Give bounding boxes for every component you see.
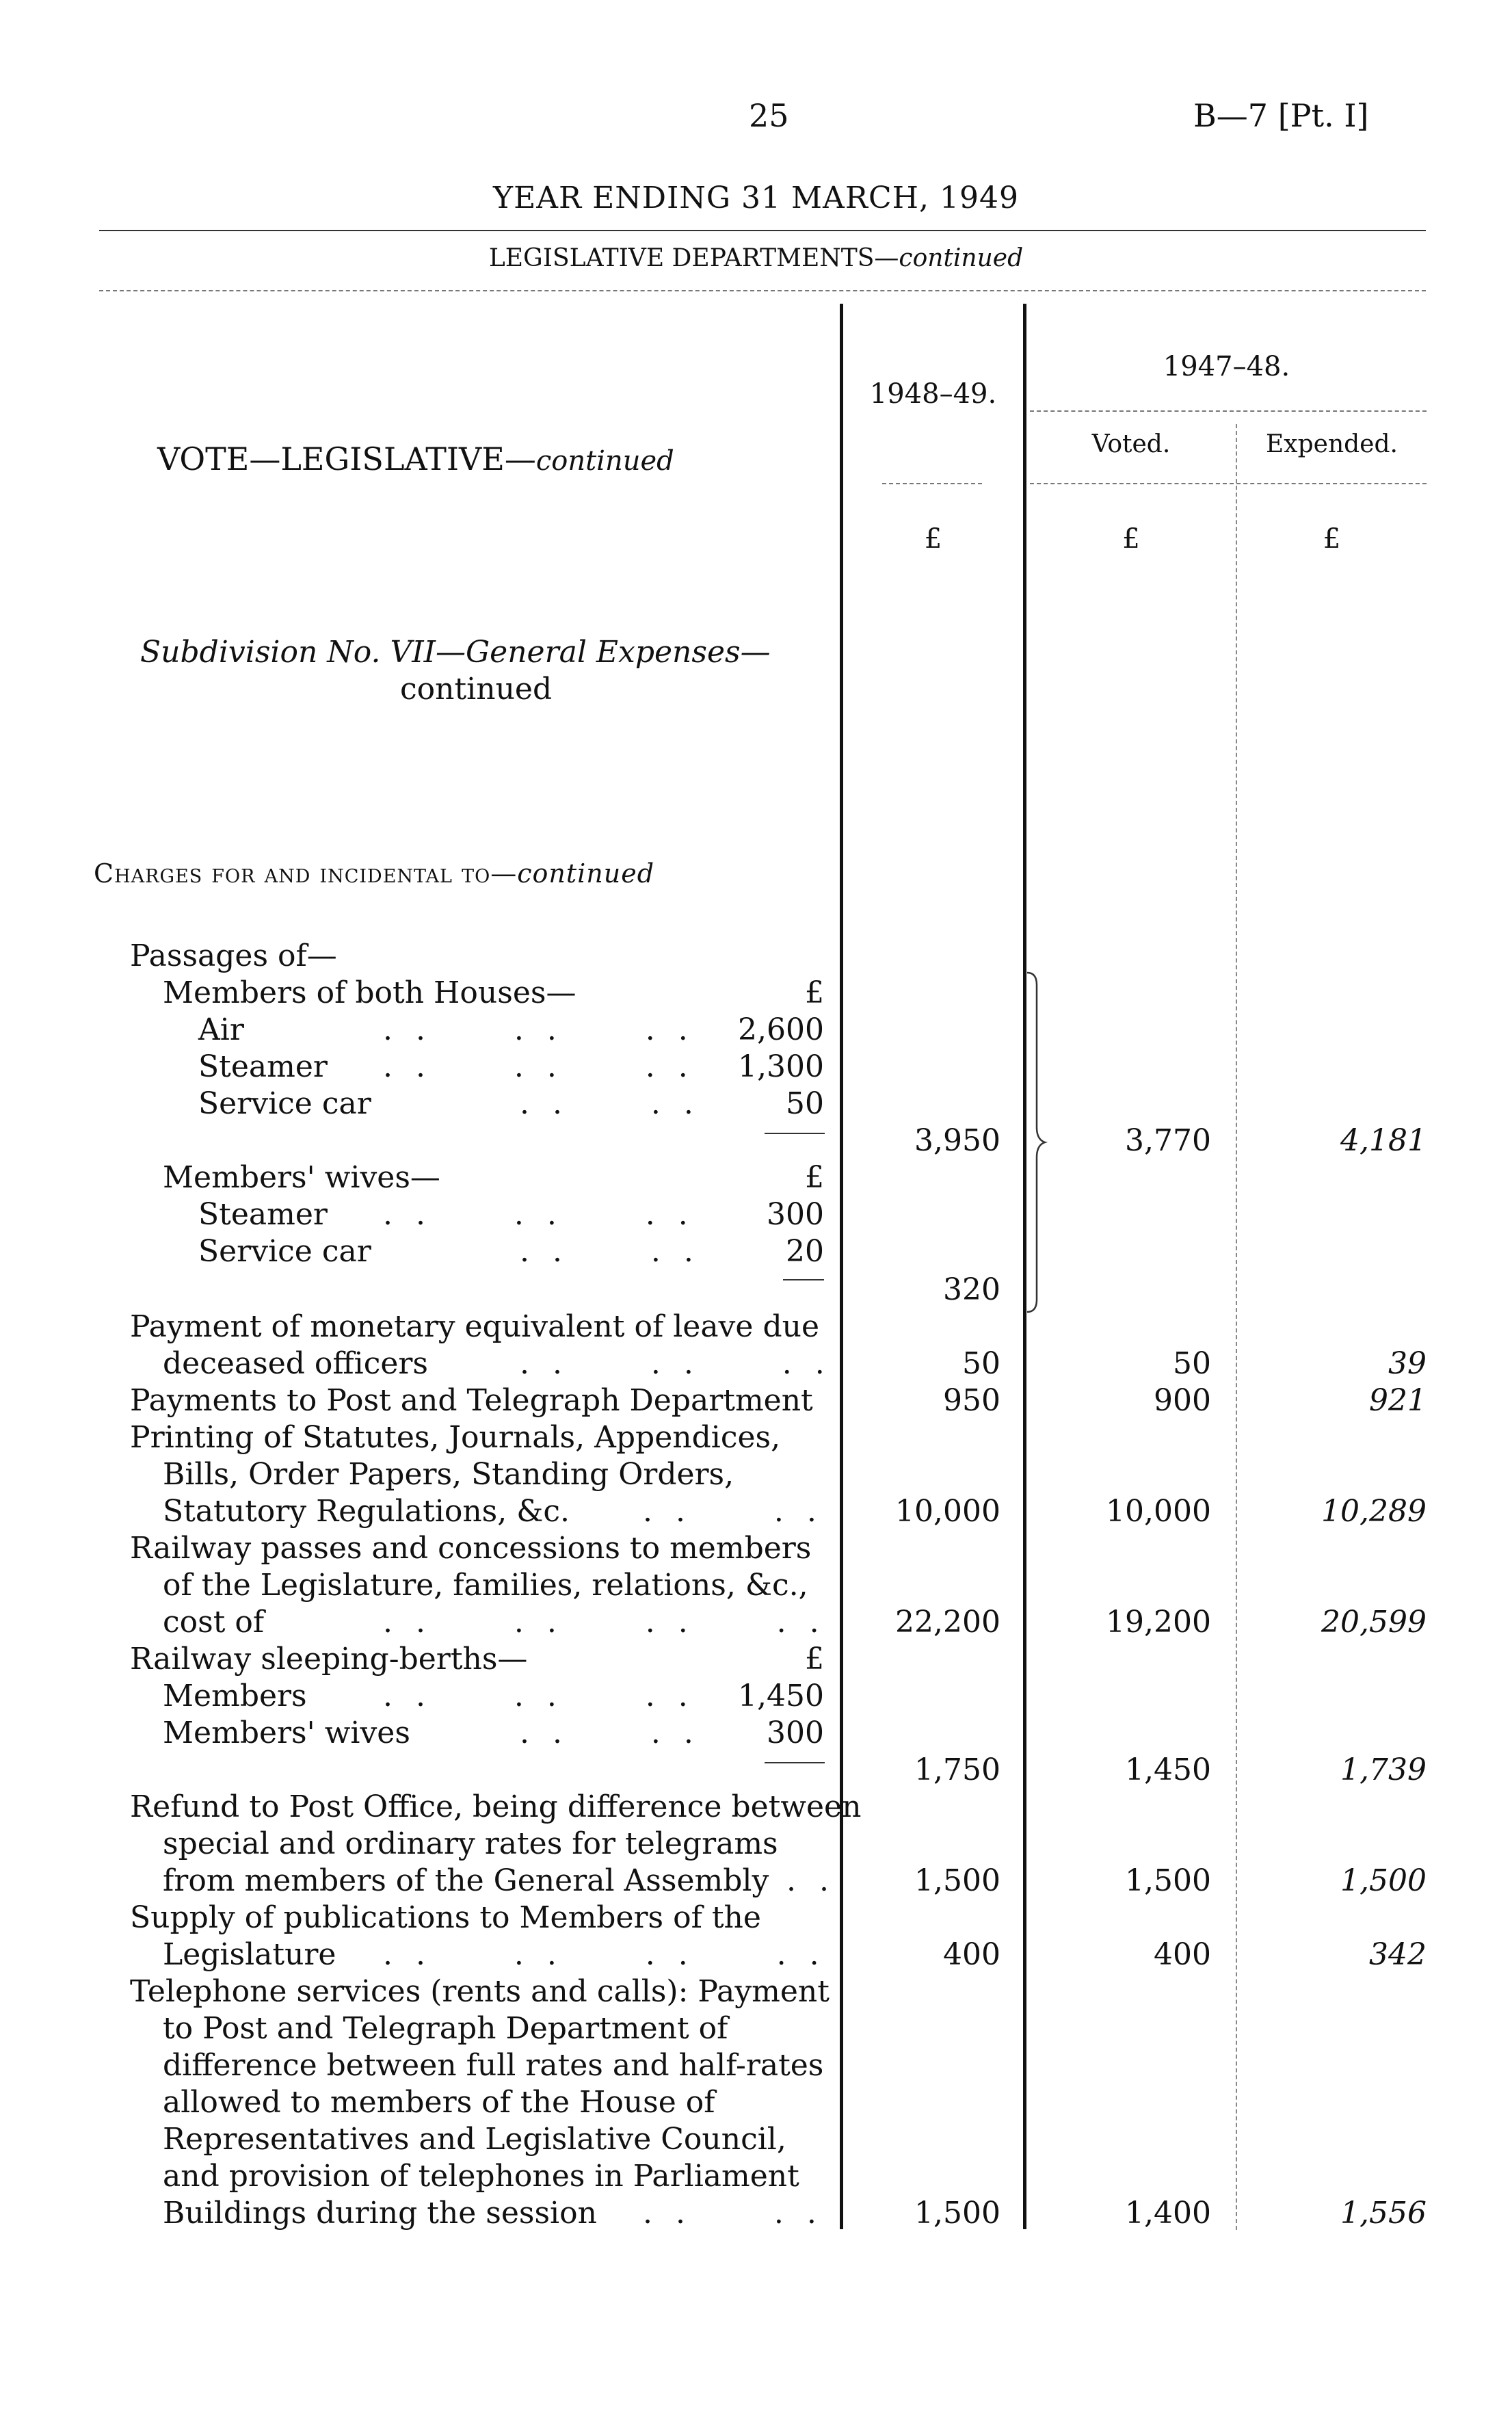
pound-1948: £ [924, 523, 942, 555]
steamer-label: Steamer [198, 1049, 328, 1084]
railway-passes-expended: 20,599 [1321, 1605, 1427, 1640]
telephone-label-line4: allowed to members of the House of [163, 2085, 715, 2120]
wives-pound-sign: £ [805, 1160, 824, 1195]
page-number: 25 [749, 97, 789, 134]
refund-label-line3: from members of the General Assembly [163, 1863, 769, 1898]
charges-label: Charges for and incidental to— [94, 858, 518, 889]
railway-passes-voted: 19,200 [1106, 1605, 1211, 1640]
telephone-label-line2: to Post and Telegraph Department of [163, 2011, 728, 2046]
railway-passes-1948: 22,200 [895, 1605, 1000, 1640]
vote-continued: continued [535, 445, 674, 477]
houses-subtotal-rule [765, 1133, 825, 1134]
service-car-label: Service car [198, 1086, 371, 1121]
vote-title: VOTE—LEGISLATIVE— [157, 441, 536, 477]
printing-1948: 10,000 [895, 1494, 1000, 1529]
charges-continued: continued [517, 858, 655, 889]
year-1948-underline [882, 483, 982, 484]
year-1947-rule [1030, 410, 1427, 412]
charges-heading [94, 858, 655, 889]
members-both-houses-label: Members of both Houses— [163, 975, 576, 1010]
sleeping-members-value: 1,450 [738, 1679, 824, 1713]
passages-expended: 4,181 [1340, 1123, 1427, 1158]
expended-heading: Expended. [1266, 430, 1398, 458]
telephone-label-line3: difference between full rates and half-rates [163, 2048, 824, 2083]
monetary-leave-label-line1: Payment of monetary equivalent of leave due [130, 1309, 819, 1344]
railway-passes-leader: . . . . . . . . [383, 1605, 826, 1640]
voted-heading: Voted. [1091, 430, 1171, 458]
publications-leader: . . . . . . . . [383, 1937, 826, 1972]
vote-heading [157, 443, 674, 475]
sleeping-berths-title: Railway sleeping-berths— [130, 1642, 528, 1677]
publications-expended: 342 [1369, 1937, 1427, 1972]
printing-voted: 10,000 [1106, 1494, 1211, 1529]
publications-label-line2: Legislature [163, 1937, 336, 1972]
wives-steamer-leader: . . . . . . [383, 1197, 695, 1232]
telephone-1948: 1,500 [914, 2196, 1000, 2231]
post-telegraph-voted: 900 [1154, 1383, 1211, 1418]
title-rule [99, 230, 1426, 231]
pound-voted: £ [1122, 523, 1140, 555]
wives-steamer-label: Steamer [198, 1197, 328, 1232]
department-name: LEGISLATIVE DEPARTMENTS— [488, 244, 899, 272]
printing-expended: 10,289 [1321, 1494, 1427, 1529]
monetary-leave-voted: 50 [1173, 1346, 1211, 1381]
year-1948-heading: 1948–49. [869, 378, 997, 410]
refund-1948: 1,500 [914, 1863, 1000, 1898]
service-car-leader: . . . . [520, 1086, 700, 1121]
air-label: Air [198, 1012, 244, 1047]
telephone-label-line1: Telephone services (rents and calls): Payment [130, 1974, 830, 2009]
air-leader: . . . . . . [383, 1012, 695, 1047]
members-wives-label: Members' wives— [163, 1160, 440, 1195]
document-reference: B—7 [Pt. I] [1193, 97, 1369, 134]
publications-label-line1: Supply of publications to Members of the [130, 1900, 761, 1935]
passages-title: Passages of— [130, 938, 337, 973]
wives-service-car-value: 20 [786, 1234, 824, 1269]
air-value: 2,600 [738, 1012, 824, 1047]
telephone-leader: . . . . [643, 2196, 823, 2231]
telephone-expended: 1,556 [1340, 2196, 1427, 2231]
steamer-leader: . . . . . . [383, 1049, 695, 1084]
department-heading [0, 246, 1512, 271]
monetary-leave-label-line2: deceased officers [163, 1346, 429, 1381]
sleeping-subtotal-rule [765, 1762, 825, 1763]
wives-steamer-value: 300 [767, 1197, 824, 1232]
refund-leader: . . [786, 1863, 836, 1898]
telephone-label-line7: Buildings during the session [163, 2196, 597, 2231]
sleeping-members-leader: . . . . . . [383, 1679, 695, 1713]
passages-houses-total: 3,950 [914, 1123, 1000, 1158]
department-continued: continued [899, 244, 1024, 272]
post-telegraph-1948: 950 [943, 1383, 1000, 1418]
wives-service-car-label: Service car [198, 1234, 371, 1269]
refund-label-line2: special and ordinary rates for telegrams [163, 1826, 778, 1861]
wives-subtotal-rule [783, 1279, 824, 1280]
publications-voted: 400 [1154, 1937, 1211, 1972]
publications-1948: 400 [943, 1937, 1000, 1972]
railway-passes-label-line3: cost of [163, 1605, 265, 1640]
refund-voted: 1,500 [1125, 1863, 1211, 1898]
year-title: YEAR ENDING 31 MARCH, 1949 [493, 181, 1019, 215]
sleeping-pound-sign: £ [805, 1642, 824, 1677]
printing-leader: . . . . [643, 1494, 823, 1529]
telephone-label-line5: Representatives and Legislative Council, [163, 2122, 786, 2157]
sleeping-wives-leader: . . . . [520, 1716, 700, 1750]
year-1947-heading: 1947–48. [1163, 351, 1290, 382]
printing-label-line2: Bills, Order Papers, Standing Orders, [163, 1457, 734, 1492]
printing-label-line1: Printing of Statutes, Journals, Appendices, [130, 1420, 781, 1455]
railway-passes-label-line1: Railway passes and concessions to members [130, 1531, 812, 1566]
post-telegraph-label: Payments to Post and Telegraph Department [130, 1383, 813, 1418]
telephone-label-line6: and provision of telephones in Parliament [163, 2159, 799, 2194]
monetary-leave-expended: 39 [1388, 1346, 1427, 1381]
sleeping-wives-label: Members' wives [163, 1716, 410, 1750]
pound-expended: £ [1323, 523, 1341, 555]
monetary-leave-leader: . . . . . . [520, 1346, 832, 1381]
post-telegraph-expended: 921 [1369, 1383, 1427, 1418]
steamer-value: 1,300 [738, 1049, 824, 1084]
passages-wives-total: 320 [943, 1272, 1000, 1307]
sleeping-wives-value: 300 [767, 1716, 824, 1750]
refund-label-line1: Refund to Post Office, being difference between [130, 1789, 862, 1824]
passages-pound-sign: £ [805, 975, 824, 1010]
department-rule [99, 290, 1426, 291]
refund-expended: 1,500 [1340, 1863, 1427, 1898]
telephone-voted: 1,400 [1125, 2196, 1211, 2231]
service-car-value: 50 [786, 1086, 824, 1121]
sleeping-members-label: Members [163, 1679, 307, 1713]
monetary-leave-1948: 50 [962, 1346, 1000, 1381]
passages-voted: 3,770 [1125, 1123, 1211, 1158]
subdivision-title: Subdivision No. VII—General Expenses— [140, 635, 771, 670]
sleeping-expended: 1,739 [1340, 1752, 1427, 1787]
railway-passes-label-line2: of the Legislature, families, relations, &c., [163, 1568, 808, 1603]
subdivision-continued: continued [400, 672, 553, 707]
wives-service-car-leader: . . . . [520, 1234, 700, 1269]
sleeping-1948: 1,750 [914, 1752, 1000, 1787]
printing-label-line3: Statutory Regulations, &c. [163, 1494, 570, 1529]
sleeping-voted: 1,450 [1125, 1752, 1211, 1787]
voted-expended-underline [1030, 483, 1427, 484]
